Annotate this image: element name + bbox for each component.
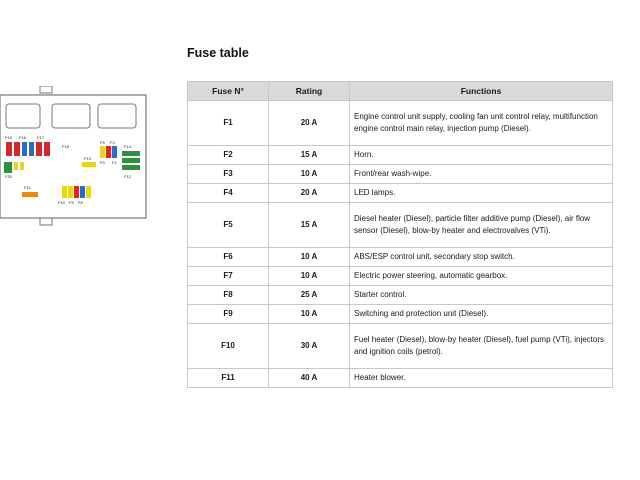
table-row bbox=[188, 305, 613, 324]
function-cell: Switching and protection unit (Diesel). bbox=[350, 305, 613, 324]
fuse-f14 bbox=[122, 151, 140, 156]
fuse-f18 bbox=[44, 142, 50, 156]
label-F15: F15 bbox=[5, 135, 12, 140]
fuse-f2 bbox=[106, 146, 111, 158]
fuse-f20 bbox=[14, 162, 18, 170]
fuse-cell: F9 bbox=[188, 305, 269, 324]
rating-cell: 10 A bbox=[269, 248, 350, 267]
label-F16: F16 bbox=[19, 135, 26, 140]
rating-cell: 20 A bbox=[269, 184, 350, 203]
label-F14: F14 bbox=[124, 144, 131, 149]
fuse-cell: F3 bbox=[188, 165, 269, 184]
fuse-f17b bbox=[36, 142, 42, 156]
table-row bbox=[188, 248, 613, 267]
table-row bbox=[188, 369, 613, 388]
fuse-f8 bbox=[74, 186, 79, 198]
rating-cell: 20 A bbox=[269, 101, 350, 146]
rating-cell: 15 A bbox=[269, 146, 350, 165]
fuse-f1 bbox=[100, 146, 105, 158]
fuse-f7 bbox=[80, 186, 85, 198]
function-cell: Diesel heater (Diesel), particle filter additive pump (Diesel), air flow sensor (Diesel), blow-by heater and electrovalves (VTi). bbox=[350, 203, 613, 248]
fuse-f11 bbox=[22, 192, 38, 197]
rating-cell: 10 A bbox=[269, 267, 350, 286]
header-functions: Functions bbox=[350, 82, 613, 101]
table-header-row bbox=[188, 82, 613, 101]
function-cell: Fuel heater (Diesel), blow-by heater (Diesel), fuel pump (VTi), injectors and ignition coils (petrol). bbox=[350, 324, 613, 369]
function-cell: Heater blower. bbox=[350, 369, 613, 388]
function-cell: Engine control unit supply, cooling fan unit control relay, multifunction engine control main relay, injection pump (Diesel). bbox=[350, 101, 613, 146]
label-F9: F9 bbox=[69, 200, 74, 205]
table-row bbox=[188, 267, 613, 286]
label-F10: F10 bbox=[58, 200, 65, 205]
function-cell: Electric power steering, automatic gearbox. bbox=[350, 267, 613, 286]
label-F1: F1 bbox=[112, 160, 117, 165]
fuse-f6 bbox=[86, 186, 91, 198]
function-cell: ABS/ESP control unit, secondary stop switch. bbox=[350, 248, 613, 267]
function-cell: Front/rear wash-wipe. bbox=[350, 165, 613, 184]
rating-cell: 30 A bbox=[269, 324, 350, 369]
fuse-f16b bbox=[22, 142, 27, 156]
page-title: Fuse table bbox=[187, 46, 249, 60]
function-cell: LED lamps. bbox=[350, 184, 613, 203]
table-row bbox=[188, 203, 613, 248]
box-bottom-tab bbox=[40, 218, 52, 225]
fuse-cell: F5 bbox=[188, 203, 269, 248]
fuse-cell: F11 bbox=[188, 369, 269, 388]
rating-cell: 10 A bbox=[269, 165, 350, 184]
table-row bbox=[188, 286, 613, 305]
box-top-tab bbox=[40, 86, 52, 93]
label-F20: F20 bbox=[5, 174, 12, 179]
label-F13: F13 bbox=[84, 156, 91, 161]
fuse-table bbox=[187, 81, 613, 388]
rating-cell: 15 A bbox=[269, 203, 350, 248]
fuse-cell: F7 bbox=[188, 267, 269, 286]
fuse-f10 bbox=[62, 186, 67, 198]
label-F4: F4 bbox=[110, 140, 115, 145]
fuse-f12a bbox=[122, 158, 140, 163]
label-F5: F5 bbox=[100, 140, 105, 145]
header-rating: Rating bbox=[269, 82, 350, 101]
table-row bbox=[188, 324, 613, 369]
table-row bbox=[188, 146, 613, 165]
fuse-box-svg bbox=[0, 86, 150, 228]
label-F11: F11 bbox=[24, 185, 31, 190]
table-row bbox=[188, 184, 613, 203]
fuse-f16a bbox=[14, 142, 20, 156]
label-F18: F18 bbox=[62, 144, 69, 149]
label-F8: F8 bbox=[78, 200, 83, 205]
rating-cell: 25 A bbox=[269, 286, 350, 305]
function-cell: Starter control. bbox=[350, 286, 613, 305]
fuse-f19 bbox=[4, 162, 12, 173]
fuse-f15 bbox=[6, 142, 12, 156]
fuse-f20b bbox=[20, 162, 24, 170]
header-fuse: Fuse N° bbox=[188, 82, 269, 101]
fuse-cell: F6 bbox=[188, 248, 269, 267]
fuse-f17a bbox=[29, 142, 34, 156]
fuse-f13 bbox=[82, 162, 96, 167]
fuse-cell: F4 bbox=[188, 184, 269, 203]
label-F17: F17 bbox=[37, 135, 44, 140]
fuse-f3 bbox=[112, 146, 117, 158]
fuse-cell: F10 bbox=[188, 324, 269, 369]
label-F12: F12 bbox=[124, 174, 131, 179]
fuse-cell: F1 bbox=[188, 101, 269, 146]
fuse-f9 bbox=[68, 186, 73, 198]
fuse-cell: F2 bbox=[188, 146, 269, 165]
fuse-box-diagram bbox=[0, 86, 150, 228]
fuse-f12b bbox=[122, 165, 140, 170]
label-F3: F3 bbox=[100, 160, 105, 165]
rating-cell: 40 A bbox=[269, 369, 350, 388]
table-row bbox=[188, 165, 613, 184]
function-cell: Horn. bbox=[350, 146, 613, 165]
fuse-cell: F8 bbox=[188, 286, 269, 305]
table-row bbox=[188, 101, 613, 146]
rating-cell: 10 A bbox=[269, 305, 350, 324]
